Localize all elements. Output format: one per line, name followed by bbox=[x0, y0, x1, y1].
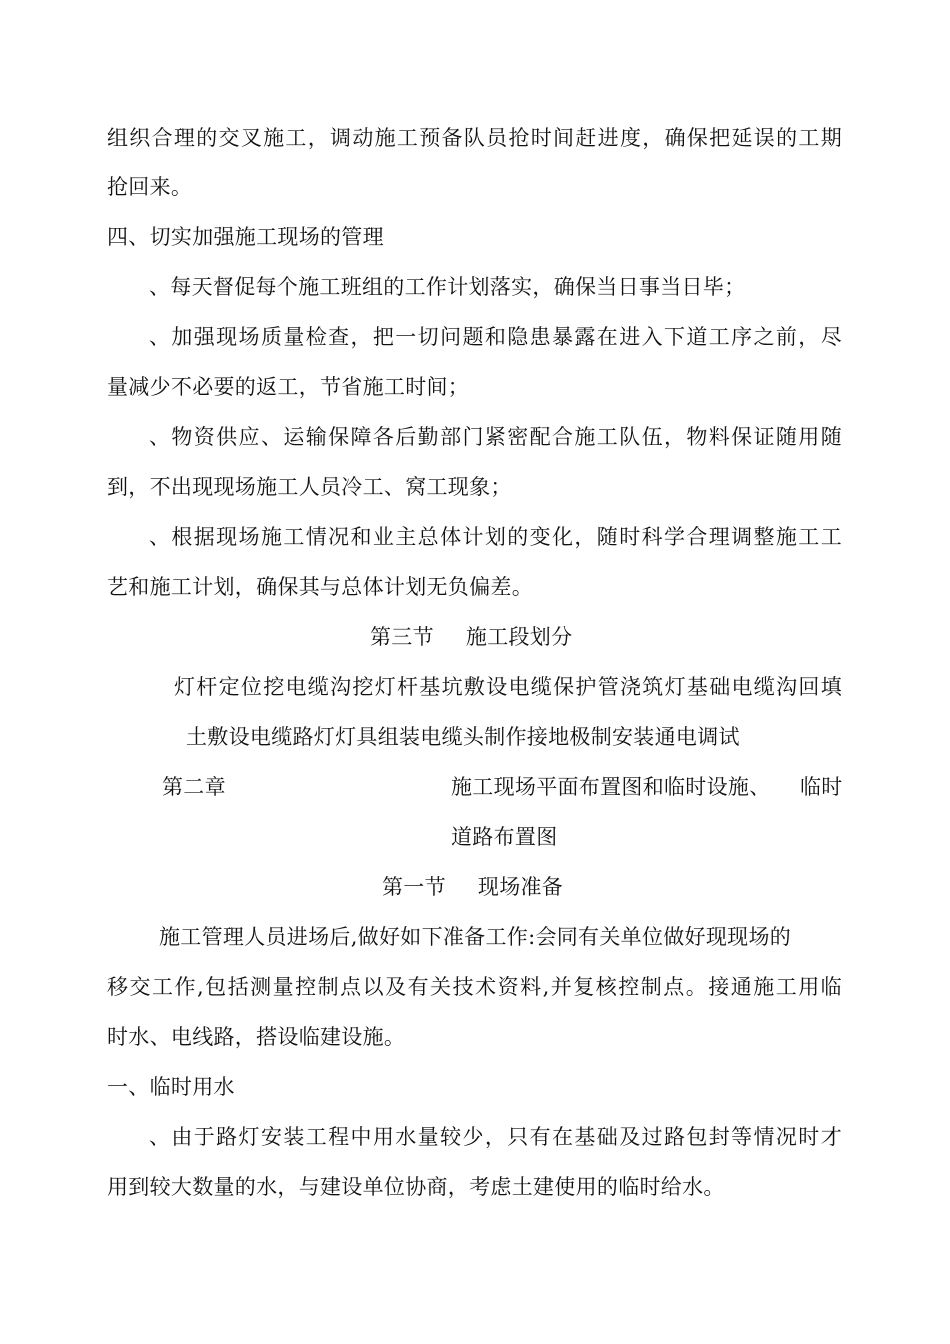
list-item: 、加强现场质量检查，把一切问题和隐患暴露在进入下道工序之前，尽 bbox=[149, 325, 842, 349]
list-item: 、根据现场施工情况和业主总体计划的变化，随时科学合理调整施工工 bbox=[149, 525, 842, 549]
list-item: 、由于路灯安装工程中用水量较少，只有在基础及过路包封等情况时才 bbox=[149, 1125, 842, 1149]
section-heading: 四、切实加强施工现场的管理 bbox=[107, 225, 384, 249]
paragraph-line: 组织合理的交叉施工，调动施工预备队员抢时间赶进度，确保把延误的工期 bbox=[107, 126, 842, 150]
paragraph-line: 用到较大数量的水，与建设单位协商，考虑土建使用的临时给水。 bbox=[107, 1175, 725, 1199]
paragraph-line: 艺和施工计划，确保其与总体计划无负偏差。 bbox=[107, 575, 533, 599]
paragraph-line: 抢回来。 bbox=[107, 175, 193, 199]
paragraph-line: 施工管理人员进场后,做好如下准备工作:会同有关单位做好现现场的 bbox=[159, 925, 792, 949]
section-name: 现场准备 bbox=[477, 875, 564, 899]
paragraph-line: 时水、电线路，搭设临建设施。 bbox=[107, 1025, 406, 1049]
section-number: 第一节 bbox=[382, 875, 446, 899]
chapter-title: 临时 bbox=[800, 775, 843, 799]
section-title bbox=[370, 621, 572, 653]
section-name: 施工段划分 bbox=[465, 625, 573, 649]
flow-line: 土敷设电缆路灯灯具组装电缆头制作接地极制安装通电调试 bbox=[186, 725, 740, 749]
section-heading: 一、临时用水 bbox=[107, 1075, 235, 1099]
flow-line: 灯杆定位挖电缆沟挖灯杆基坑敷设电缆保护管浇筑灯基础电缆沟回填 bbox=[174, 675, 842, 699]
list-item: 、每天督促每个施工班组的工作计划落实，确保当日事当日毕； bbox=[149, 275, 746, 299]
paragraph-line: 移交工作,包括测量控制点以及有关技术资料,并复核控制点。接通施工用临 bbox=[107, 975, 842, 999]
paragraph-line: 量减少不必要的返工，节省施工时间； bbox=[107, 375, 470, 399]
section-number: 第三节 bbox=[370, 625, 434, 649]
section-title bbox=[382, 871, 563, 903]
list-item: 、物资供应、运输保障各后勤部门紧密配合施工队伍，物料保证随用随 bbox=[149, 425, 842, 449]
chapter-number: 第二章 bbox=[162, 775, 226, 799]
paragraph-line: 到，不出现现场施工人员冷工、窝工现象； bbox=[107, 475, 512, 499]
chapter-title: 道路布置图 bbox=[451, 825, 558, 849]
chapter-title: 施工现场平面布置图和临时设施、 bbox=[451, 775, 771, 799]
